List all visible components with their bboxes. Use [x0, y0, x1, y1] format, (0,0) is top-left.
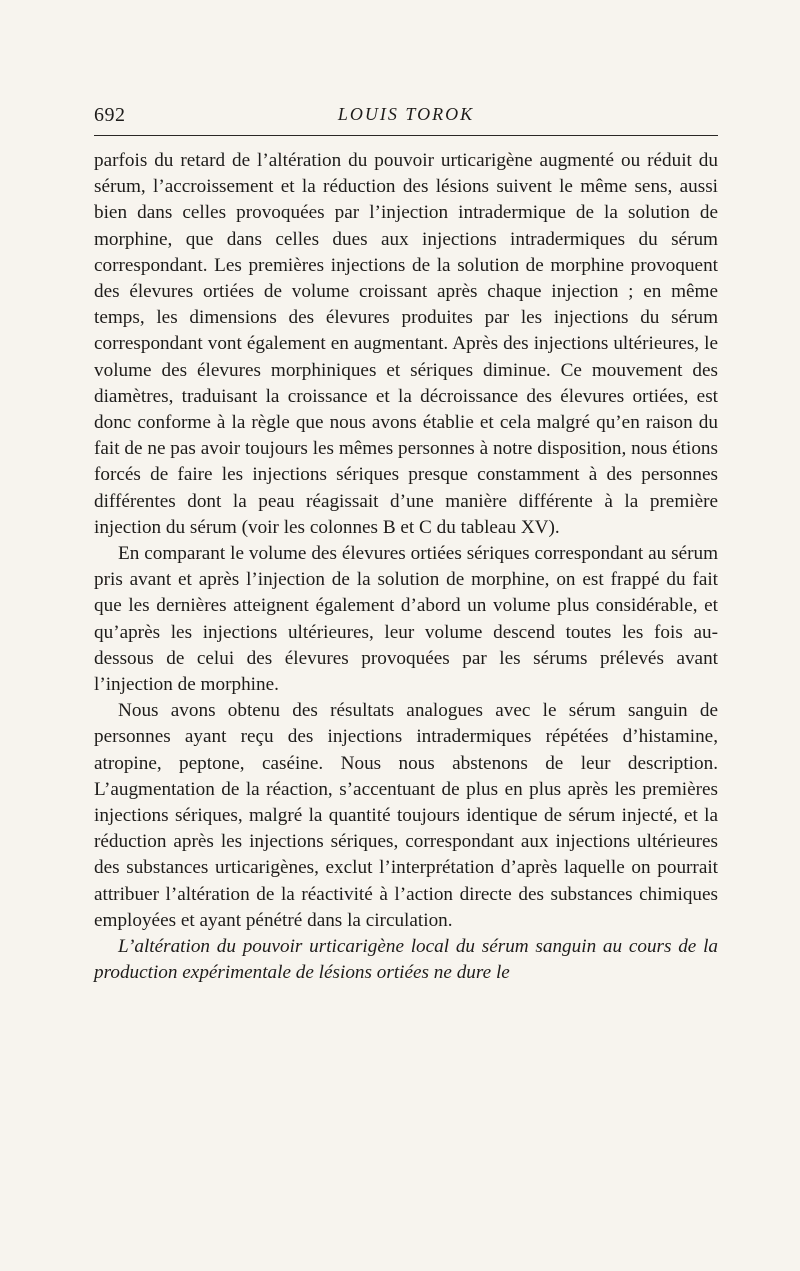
running-head-author: LOUIS TOROK — [337, 104, 475, 124]
paragraph: Nous avons obtenu des résultats analogues avec le sérum sanguin de personnes ayant reçu des injections intradermiques répétées d’histamine, atropine, peptone, caséine. Nous nous abstenons de leur description. L’augmentation de la réaction, s’accentuant de plus en plus après les premières injections sériques, malgré la quantité toujours identique de sérum injecté, et la réduction après les injections sériques, correspondant aux injections ultérieures des substances urticarigènes, exclut l’interprétation d’après laquelle on pourrait attribuer l’altération de la réactivité à l’action directe des substances chimiques employées et ayant pénétré dans la circulation. — [94, 700, 718, 931]
header-rule — [94, 135, 718, 136]
page-number: 692 — [94, 104, 126, 126]
paragraph-continued: parfois du retard de l’altération du pouvoir urticarigène augmenté ou réduit du sérum, l’accroissement et la réduction des lésions suivent le même sens, aussi bien dans celles provoquées par l’injection intradermique de la solution de morphine, que dans celles dues aux injections intradermiques du sérum correspondant. Les premières injections de la solution de morphine provoquent des élevures ortiées de volume croissant après chaque injection ; en même temps, les dimensions des élevures produites par les injections du sérum correspondant vont également en augmentant. Après des injections ultérieures, le volume des élevures morphiniques et sériques diminue. Ce mouvement des diamètres, traduisant la croissance et la décroissance des élevures ortiées, est donc conforme à la règle que nous avons établie et cela malgré qu’en raison du fait de ne pas avoir toujours les mêmes personnes à notre disposition, nous étions forcés de faire les injections sériques presque constamment à des personnes différentes dont la peau réagissait d’une manière différente à la première injection du sérum (voir les colonnes B et C du tableau XV). — [94, 150, 718, 538]
running-head — [94, 100, 718, 132]
section-heading-paragraph: L’altération du pouvoir urticarigène local du sérum sanguin au cours de la production expérimentale de lésions ortiées ne dure le — [94, 936, 718, 984]
paragraph: En comparant le volume des élevures ortiées sériques correspondant au sérum pris avant et après l’injection de la solution de morphine, on est frappé du fait que les dernières atteignent également d’abord un volume plus considérable, et qu’après les injections ultérieures, leur volume descend toutes les fois au-dessous de celui des élevures provoquées par les sérums prélevés avant l’injection de morphine. — [94, 543, 718, 696]
body-text — [94, 148, 718, 987]
